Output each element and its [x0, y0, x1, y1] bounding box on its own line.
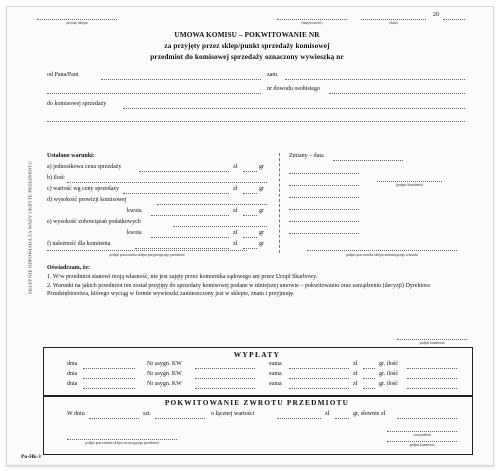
cond-d: d) wysokość prowizji komisowej [47, 197, 127, 203]
consignor-sign-caption: (podpis komitenta) [395, 183, 424, 187]
consignor-sign-caption-2: podpis komitenta [419, 341, 445, 345]
pay-row-3-gr-field[interactable] [363, 388, 375, 389]
return-received-line[interactable] [387, 431, 457, 432]
changes-heading: Zmiany – data [289, 153, 324, 159]
date-caption: (data) [389, 21, 398, 25]
return-value-label: o łącznej wartości [211, 411, 255, 417]
field-consignment-2[interactable] [47, 121, 465, 122]
field-from[interactable] [101, 79, 261, 80]
pay-row-1-gr-field[interactable] [363, 368, 375, 369]
side-note: SKLEP NIE ODPOWIADA ZA WADY UKRYTE PRZEDMIOTU [27, 161, 33, 294]
stamp-caption: pieczęć sklepu [66, 21, 88, 25]
cond-f-zl: zł [233, 241, 238, 247]
return-on-day-label: W dniu [67, 411, 85, 417]
declaration-2: 2. Warunki na jakich przedmiot ten został przyjęty do sprzedaży komisowej podane w niniejszej umowie – pokwitowaniu oraz zarządzeniu (decyzji) Dyrektora Przedsiębiorstwa, którego wyciąg w formie wywieszki zamieszczony jest w sklepie, znam i przyjmuję. [47, 283, 430, 297]
label-consignment: do komisowej sprzedaży [47, 101, 107, 107]
form-title: UMOWA KOMISU – POKWITOWANIE NR [174, 30, 320, 39]
return-words-label: gr, słownie zł [353, 411, 386, 417]
cond-e-kwota: kwota [127, 230, 142, 236]
pay-row-2-gr-ilosc: gr. ilość [379, 371, 398, 377]
return-day-field[interactable] [89, 418, 139, 419]
cond-a: a) jednostkowa cena sprzedaży [47, 164, 122, 170]
date-line [361, 19, 426, 20]
return-staff-sign-line[interactable] [67, 439, 177, 440]
return-pcs-label: szt. [143, 411, 152, 417]
cond-b-field[interactable] [67, 182, 267, 183]
pay-row-1-date[interactable] [83, 368, 135, 369]
return-zl-label: zł [325, 411, 330, 417]
pay-row-1-dnia: dnia [67, 361, 78, 367]
place-caption: (miejscowość) [301, 21, 323, 25]
cond-e: e) wysokość zobowiązań podatkowych [47, 219, 141, 225]
return-value-field[interactable] [277, 418, 321, 419]
cond-e-amount-field[interactable] [151, 237, 229, 238]
conditions-heading: Ustalono warunki: [47, 153, 95, 159]
field-consignment[interactable] [123, 108, 465, 109]
changes-sign-line[interactable] [307, 250, 457, 251]
form-subtitle-2: przedmiot do komisowej sprzedaży oznaczony wywieszką nr [150, 52, 344, 61]
cond-e-gr-field[interactable] [243, 237, 257, 238]
pay-row-2-sum[interactable] [289, 378, 349, 379]
pay-row-1-zl: zł [353, 361, 358, 367]
year-prefix: 20 [433, 12, 439, 18]
cond-b: b) ilość [47, 175, 65, 181]
pay-row-3-kw: Nr asygn. KW [147, 381, 182, 387]
cond-d-amount-field[interactable] [151, 215, 229, 216]
cond-c-gr-field[interactable] [243, 193, 257, 194]
pay-row-2-qty[interactable] [407, 378, 457, 379]
cond-c: c) wartość wg ceny sprzedaży [47, 186, 119, 192]
changes-line-4[interactable] [289, 209, 359, 210]
pay-row-1-qty[interactable] [407, 368, 457, 369]
pay-row-3-zl: zł [353, 381, 358, 387]
cond-e-zl: zł [233, 230, 238, 236]
changes-date-field[interactable] [333, 160, 403, 161]
pay-row-2-dnia: dnia [67, 371, 78, 377]
year-line [443, 19, 465, 20]
return-consignor-sign-line[interactable] [387, 441, 457, 442]
pay-row-1-sum[interactable] [289, 368, 349, 369]
label-from: od Pana/Pani [47, 72, 79, 78]
pay-row-1-order[interactable] [195, 368, 255, 369]
declaration-1: 1. W/w przedmiot stanowi moją własność, nie jest zajęty przez komornika sądowego ani przez Urząd Skarbowy. [47, 274, 318, 280]
cond-a-zl: zł [233, 164, 238, 170]
changes-line-1[interactable] [289, 173, 359, 174]
cond-d-field[interactable] [157, 204, 267, 205]
payments-heading: WYPŁATY [233, 350, 281, 359]
cond-e-field[interactable] [173, 226, 267, 227]
cond-c-field[interactable] [123, 193, 229, 194]
section-divider [279, 153, 280, 253]
return-heading: POKWITOWANIE ZWROTU PRZEDMIOTU [164, 398, 350, 407]
stamp-line [37, 19, 117, 20]
pay-row-3-suma: suma [269, 381, 282, 387]
cond-f-gr: gr [259, 241, 264, 247]
changes-line-5[interactable] [289, 221, 359, 222]
pay-row-2-date[interactable] [83, 378, 135, 379]
receiver-sign-caption: podpis pracownika sklepu przyjmującego przedmiot [109, 253, 185, 257]
pay-row-2-kw: Nr asygn. KW [147, 371, 182, 377]
consignment-agreement-form [6, 6, 494, 466]
form-code: Pu-Hk-3 [21, 454, 41, 460]
pay-row-3-gr-ilosc: gr. ilość [379, 381, 398, 387]
pay-row-2-order[interactable] [195, 378, 255, 379]
return-consignor-sign-caption: podpis komitenta [409, 443, 435, 447]
return-words-field[interactable] [397, 418, 457, 419]
return-staff-sign-caption: podpis pracownika sklepu zwracającego przedmiot [85, 441, 159, 445]
consignor-sign-line[interactable] [377, 181, 442, 182]
changes-line-3[interactable] [289, 197, 359, 198]
cond-d-kwota: kwota [127, 208, 142, 214]
consignor-sign-line-2[interactable] [397, 339, 467, 340]
pay-row-3-order[interactable] [195, 388, 255, 389]
cond-a-gr: gr [259, 164, 264, 170]
pay-row-3-qty[interactable] [407, 388, 457, 389]
return-pcs-field[interactable] [155, 418, 205, 419]
cond-d-gr: gr [259, 208, 264, 214]
return-received-caption: otrzymałem [413, 433, 431, 437]
cond-e-gr: gr [259, 230, 264, 236]
label-id: nr dowodu osobistego [267, 86, 320, 92]
pay-row-1-gr-ilosc: gr. ilość [379, 361, 398, 367]
cond-c-gr: gr [259, 186, 264, 192]
receiver-sign-line[interactable] [47, 250, 247, 251]
cond-f: f) należność dla komitenta [47, 241, 111, 247]
cond-f-gr-field[interactable] [243, 248, 257, 249]
return-gr-field[interactable] [335, 418, 349, 419]
pay-row-3-sum[interactable] [289, 388, 349, 389]
cond-a-gr-field[interactable] [243, 171, 257, 172]
cond-a-field[interactable] [139, 171, 229, 172]
label-address: zam. [267, 72, 279, 78]
cond-d-gr-field[interactable] [243, 215, 257, 216]
cond-f-field[interactable] [135, 248, 229, 249]
field-from-2[interactable] [47, 93, 261, 94]
place-line [277, 19, 347, 20]
pay-row-3-date[interactable] [83, 388, 135, 389]
changes-line-2[interactable] [289, 185, 359, 186]
field-address[interactable] [285, 79, 465, 80]
form-subtitle-1: za przyjęty przez sklep/punkt sprzedaży komisowej [164, 41, 330, 50]
changes-line-6[interactable] [289, 233, 359, 234]
field-id[interactable] [329, 93, 465, 94]
pay-row-3-dnia: dnia [67, 381, 78, 387]
cond-d-zl: zł [233, 208, 238, 214]
changes-sign-caption: podpis pracownika sklepu zmieniającego warunki [346, 253, 418, 257]
cond-c-zl: zł [233, 186, 238, 192]
pay-row-2-gr-field[interactable] [363, 378, 375, 379]
declaration-heading: Oświadczam, że: [47, 265, 90, 271]
pay-row-2-zl: zł [353, 371, 358, 377]
pay-row-1-suma: suma [269, 361, 282, 367]
pay-row-2-suma: suma [269, 371, 282, 377]
pay-row-1-kw: Nr asygn. KW [147, 361, 182, 367]
